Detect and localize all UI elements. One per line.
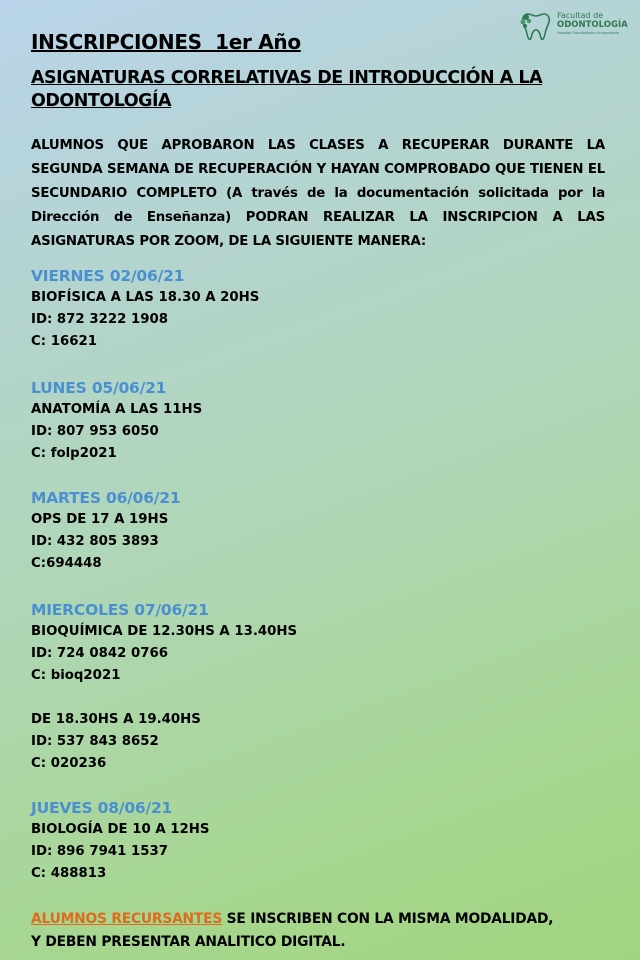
footer-text-1: SE INSCRIBEN CON LA MISMA MODALIDAD, [222, 911, 554, 927]
schedule-section-tuesday [31, 487, 611, 575]
passcode-line: C: bioq2021 [31, 668, 121, 683]
schedule-section-wednesday [31, 599, 611, 775]
passcode-line: C: 020236 [31, 756, 107, 771]
section-day-heading: LUNES 05/06/21 [31, 379, 167, 397]
meeting-id-line: ID: 807 953 6050 [31, 424, 159, 439]
logo-line-1: Facultad de [557, 11, 604, 20]
schedule-section-thursday [31, 797, 611, 885]
section-day-heading: MARTES 06/06/21 [31, 489, 181, 507]
meeting-id-line: ID: 537 843 8652 [31, 734, 159, 749]
footer-highlight: ALUMNOS RECURSANTES [31, 911, 223, 927]
page-subtitle: ASIGNATURAS CORRELATIVAS DE INTRODUCCIÓN A LA ODONTOLOGÍA [31, 68, 543, 111]
subject-line: BIOQUÍMICA DE 12.30HS A 13.40HS [31, 624, 298, 639]
logo-line-3: Hospital Odontológico Universitario [557, 30, 620, 35]
schedule-section-monday [31, 377, 611, 465]
section-day-heading: VIERNES 02/06/21 [31, 267, 185, 285]
page-title: INSCRIPCIONES 1er Año [31, 30, 301, 54]
intro-paragraph: ALUMNOS QUE APROBARON LAS CLASES A RECUPERAR DURANTE LA SEGUNDA SEMANA DE RECUPERACIÓN Y HAYAN COMPROBADO QUE TIENEN EL SECUNDARIO COMPLETO (A través de la documentación solicitada por la Dirección de Enseñanza) PODRAN REALIZAR LA INSCRIPCION A LAS ASIGNATURAS POR ZOOM, DE LA SIGUIENTE MANERA: [31, 138, 605, 249]
schedule-section-friday [31, 265, 611, 353]
logo-line-2: ODONTOLOGÍA [557, 20, 628, 30]
subject-line: BIOFÍSICA A LAS 18.30 A 20HS [31, 290, 260, 305]
subject-line: ANATOMÍA A LAS 11HS [31, 402, 203, 417]
meeting-id-line: ID: 872 3222 1908 [31, 312, 168, 327]
passcode-line: C: folp2021 [31, 446, 117, 461]
section-day-heading: MIERCOLES 07/06/21 [31, 601, 209, 619]
meeting-id-line: ID: 896 7941 1537 [31, 844, 168, 859]
passcode-line: C: 488813 [31, 866, 107, 881]
section-day-heading: JUEVES 08/06/21 [31, 799, 173, 817]
subject-line: DE 18.30HS A 19.40HS [31, 712, 201, 727]
footer-text-2: Y DEBEN PRESENTAR ANALITICO DIGITAL. [31, 934, 346, 950]
passcode-line: C:694448 [31, 556, 102, 571]
meeting-id-line: ID: 724 0842 0766 [31, 646, 168, 661]
subject-line: OPS DE 17 A 19HS [31, 512, 169, 527]
subject-line: BIOLOGÍA DE 10 A 12HS [31, 822, 210, 837]
meeting-id-line: ID: 432 805 3893 [31, 534, 159, 549]
faculty-logo [518, 8, 636, 46]
tooth-leaf-logo-icon [518, 8, 554, 44]
passcode-line: C: 16621 [31, 334, 97, 349]
footer-note [31, 908, 611, 954]
